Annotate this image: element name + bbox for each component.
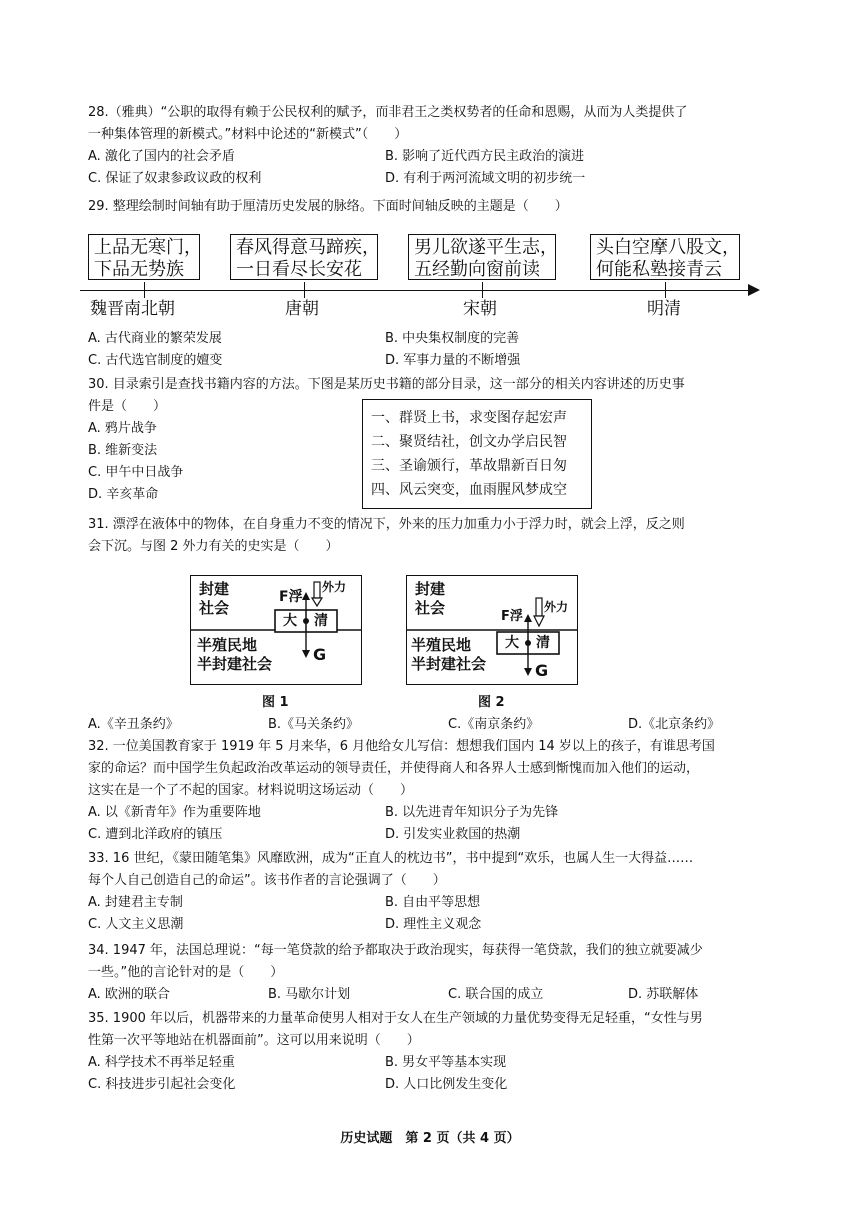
q31-option-a[interactable]: A.《辛丑条约》: [88, 717, 179, 732]
q33-option-c[interactable]: C. 人文主义思潮: [88, 917, 184, 932]
q31-options-block: [88, 714, 788, 736]
timeline-arrow-icon: [748, 284, 760, 296]
q30-stem-line1: 30. 目录索引是查找书籍内容的方法。下图是某历史书籍的部分目录，这一部分的相关内容讲述的历史事: [88, 377, 685, 392]
timeline-box-3-line2: 五经勤向窗前读: [414, 259, 540, 280]
question-29: [88, 196, 788, 218]
q34-option-d[interactable]: D. 苏联解体: [628, 987, 699, 1002]
q29-option-d[interactable]: D. 军事力量的不断增强: [385, 353, 521, 368]
timeline-box-2-line1: 春风得意马蹄疾，: [236, 237, 380, 258]
timeline-period-4: 明清: [647, 299, 681, 319]
q33-option-d[interactable]: D. 理性主义观念: [385, 917, 482, 932]
q29-option-c[interactable]: C. 古代选官制度的嬗变: [88, 353, 223, 368]
question-34: [88, 940, 788, 1006]
q35-option-a[interactable]: A. 科学技术不再举足轻重: [88, 1055, 235, 1070]
figure-1-caption: 图 1: [262, 695, 289, 710]
q34-stem-line2: 一些。”他的言论针对的是（ ）: [88, 965, 284, 980]
catalog-entry-1: 一、群贤上书，求变图存起宏声: [371, 410, 567, 426]
q30-option-c[interactable]: C. 甲午中日战争: [88, 465, 184, 480]
book-catalog: [362, 399, 592, 509]
q31-stem-line2: 会下沉。与图 2 外力有关的史实是（ ）: [88, 539, 339, 554]
q28-stem-line2: 一种集体管理的新模式。”材料中论述的“新模式”（ ）: [88, 127, 408, 142]
q29-options-block: [88, 328, 788, 372]
q32-option-d[interactable]: D. 引发实业救国的热潮: [385, 827, 521, 842]
q32-options: [88, 802, 788, 846]
catalog-entry-2: 二、聚贤结社，创文办学启民智: [371, 434, 567, 450]
timeline-period-3: 宋朝: [463, 299, 497, 319]
figure-2-external-force-label: 外力: [544, 600, 569, 614]
q32-stem-line3: 这实在是一个了不起的国家。材料说明这场运动（ ）: [88, 783, 414, 798]
q33-option-a[interactable]: A. 封建君主专制: [88, 895, 183, 910]
question-32: [88, 736, 788, 846]
figure-1-gravity-label: G: [313, 645, 327, 664]
q30-option-a[interactable]: A. 鸦片战争: [88, 421, 157, 436]
timeline-box-3: [408, 234, 556, 280]
q35-option-d[interactable]: D. 人口比例发生变化: [385, 1077, 508, 1092]
q28-option-d[interactable]: D. 有利于两河流域文明的初步统一: [385, 171, 586, 186]
q32-stem-line2: 家的命运？而中国学生负起政治改革运动的领导责任，并使得商人和各界人士感到惭愧而加入他们的运动，: [88, 761, 700, 776]
figure-2-block-left: 大: [505, 635, 519, 651]
q35-option-c[interactable]: C. 科技进步引起社会变化: [88, 1077, 236, 1092]
q29-option-a[interactable]: A. 古代商业的繁荣发展: [88, 331, 222, 346]
page-footer: 历史试题 第 2 页（共 4 页）: [340, 1131, 520, 1146]
q34-options: [88, 984, 788, 1006]
q31-option-c[interactable]: C.《南京条约》: [448, 717, 540, 732]
catalog-entry-3: 三、圣谕颁行，革故鼎新百日匆: [371, 458, 567, 474]
figure-1-top-label: 封建 社会: [199, 580, 230, 617]
timeline-box-4: [590, 234, 740, 280]
figure-1: [190, 575, 362, 685]
timeline-tick: [482, 282, 483, 298]
figure-1-block-right: 清: [314, 613, 328, 629]
timeline-box-2-line2: 一日看尽长安花: [236, 259, 362, 280]
timeline-box-3-line1: 男儿欲遂平生志，: [414, 237, 558, 258]
figure-2-buoyancy-label: F浮: [501, 609, 523, 624]
q33-stem-line1: 33. 16 世纪，《蒙田随笔集》风靡欧洲，成为“正直人的枕边书”，书中提到“欢乐，也属人生一大得益……: [88, 851, 694, 866]
timeline-figure: [80, 226, 770, 326]
q28-option-c[interactable]: C. 保证了奴隶参政议政的权利: [88, 171, 262, 186]
q28-stem-line1: 28.（雅典）“公职的取得有赖于公民权利的赋予，而非君王之类权势者的任命和恩赐，从而为人类提供了: [88, 105, 688, 120]
catalog-entry-4: 四、风云突变，血雨腥风梦成空: [371, 482, 567, 498]
q31-option-d[interactable]: D.《北京条约》: [628, 717, 721, 732]
timeline-box-1: [88, 234, 200, 280]
q32-option-a[interactable]: A. 以《新青年》作为重要阵地: [88, 805, 261, 820]
question-33: [88, 848, 788, 936]
timeline-box-4-line1: 头白空摩八股文，: [596, 237, 740, 258]
q34-stem-line1: 34. 1947 年，法国总理说：“每一笔贷款的给予都取决于政治现实，每获得一笔贷款，我们的独立就要减少: [88, 943, 703, 958]
q32-stem-line1: 32. 一位美国教育家于 1919 年 5 月来华，6 月他给女儿写信：想想我们国内 14 岁以上的孩子，有谁思考国: [88, 739, 715, 754]
q34-option-a[interactable]: A. 欧洲的联合: [88, 987, 170, 1002]
timeline-axis: [80, 290, 752, 291]
q29-stem: 29. 整理绘制时间轴有助于厘清历史发展的脉络。下面时间轴反映的主题是（ ）: [88, 199, 568, 214]
q28-option-a[interactable]: A. 激化了国内的社会矛盾: [88, 149, 235, 164]
q35-option-b[interactable]: B. 男女平等基本实现: [385, 1055, 507, 1070]
timeline-box-4-line2: 何能私塾接青云: [596, 259, 722, 280]
question-28: [88, 102, 788, 190]
q30-option-d[interactable]: D. 辛亥革命: [88, 487, 159, 502]
timeline-period-1: 魏晋南北朝: [90, 299, 175, 319]
question-35: [88, 1008, 788, 1096]
q30-stem-line2: 件是（ ）: [88, 399, 167, 414]
q33-options: [88, 892, 788, 936]
q32-option-c[interactable]: C. 遭到北洋政府的镇压: [88, 827, 223, 842]
q31-option-b[interactable]: B.《马关条约》: [268, 717, 360, 732]
timeline-box-1-line2: 下品无势族: [94, 259, 184, 280]
q35-stem-line1: 35. 1900 年以后，机器带来的力量革命使男人相对于女人在生产领域的力量优势变得无足轻重，“女性与男: [88, 1011, 703, 1026]
timeline-box-1-line1: 上品无寒门，: [94, 237, 202, 258]
q35-stem-line2: 性第一次平等地站在机器面前”。这可以用来说明（ ）: [88, 1033, 420, 1048]
figure-1-buoyancy-label: F浮: [279, 589, 303, 605]
figure-2-gravity-label: G: [535, 661, 549, 680]
timeline-period-2: 唐朝: [285, 299, 319, 319]
figure-1-block-left: 大: [283, 613, 297, 629]
q29-options: [88, 328, 788, 372]
q35-options: [88, 1052, 788, 1096]
q29-option-b[interactable]: B. 中央集权制度的完善: [385, 331, 520, 346]
figure-2-bottom-label: 半殖民地 半封建社会: [411, 636, 487, 673]
q31-options: [88, 714, 788, 736]
q30-option-b[interactable]: B. 维新变法: [88, 443, 158, 458]
timeline-tick: [304, 282, 305, 298]
timeline-box-2: [230, 234, 378, 280]
q33-option-b[interactable]: B. 自由平等思想: [385, 895, 481, 910]
q33-stem-line2: 每个人自己创造自己的命运”。该书作者的言论强调了（ ）: [88, 873, 446, 888]
q34-option-b[interactable]: B. 马歇尔计划: [268, 987, 351, 1002]
question-31: [88, 514, 788, 558]
timeline-tick: [144, 282, 145, 298]
figure-2: [406, 575, 578, 685]
q34-option-c[interactable]: C. 联合国的成立: [448, 987, 544, 1002]
timeline-tick: [665, 282, 666, 298]
figure-1-external-force-label: 外力: [322, 580, 347, 594]
figure-2-caption: 图 2: [478, 695, 505, 710]
figure-1-bottom-label: 半殖民地 半封建社会: [197, 636, 273, 673]
figure-2-top-label: 封建 社会: [415, 580, 446, 617]
q31-stem-line1: 31. 漂浮在液体中的物体，在自身重力不变的情况下，外来的压力加重力小于浮力时，就会上浮，反之则: [88, 517, 685, 532]
q28-option-b[interactable]: B. 影响了近代西方民主政治的演进: [385, 149, 585, 164]
figure-2-block-right: 清: [536, 635, 550, 651]
q28-options: [88, 146, 788, 190]
q32-option-b[interactable]: B. 以先进青年知识分子为先锋: [385, 805, 559, 820]
